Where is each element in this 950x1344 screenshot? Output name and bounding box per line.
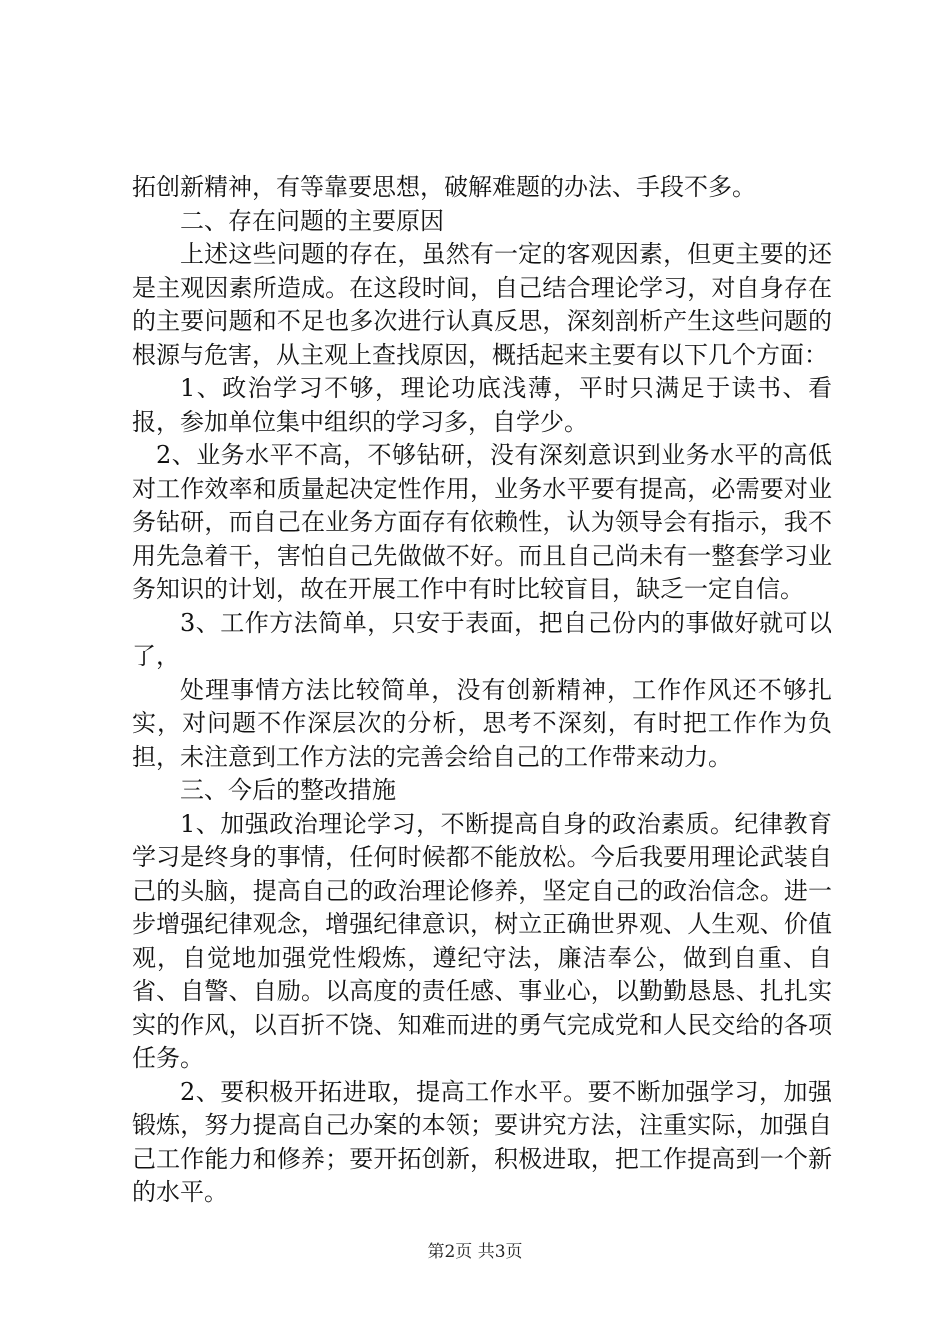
page-number-label: 第2页 共3页 xyxy=(427,1242,523,1262)
paragraph-cause-3-detail: 处理事情方法比较简单，没有创新精神，工作作风还不够扎实，对问题不作深层次的分析，思考不深刻，有时把工作作为负担，未注意到工作方法的完善会给自己的工作带来动力。 xyxy=(132,675,832,771)
paragraph-cause-1: 1、政治学习不够，理论功底浅薄，平时只满足于读书、看报，参加单位集中组织的学习多，自学少。 xyxy=(132,374,832,436)
paragraph-cause-3: 3、工作方法简单，只安于表面，把自己份内的事做好就可以了， xyxy=(132,608,832,670)
paragraph-causes-intro: 上述这些问题的存在，虽然有一定的客观因素，但更主要的还是主观因素所造成。在这段时间，自己结合理论学习，对自身存在的主要问题和不足也多次进行认真反思，深刻剖析产生这些问题的根源与危害，从主观上查找原因，概括起来主要有以下几个方面： xyxy=(132,240,832,369)
paragraph-cause-2: 2、业务水平不高，不够钻研，没有深刻意识到业务水平的高低对工作效率和质量起决定性作用，业务水平要有提高，必需要对业务钻研，而自己在业务方面存有依赖性，认为领导会有指示，我不用先急着干，害怕自己先做做不好。而且自己尚未有一整套学习业务知识的计划，故在开展工作中有时比较盲目，缺乏一定自信。 xyxy=(132,441,832,603)
section-heading-measures: 三、今后的整改措施 xyxy=(180,776,396,804)
paragraph-measure-2: 2、要积极开拓进取，提高工作水平。要不断加强学习，加强锻炼，努力提高自己办案的本领；要讲究方法，注重实际，加强自己工作能力和修养；要开拓创新，积极进取，把工作提高到一个新的水平。 xyxy=(132,1077,832,1206)
page-footer xyxy=(0,1240,950,1264)
document-body xyxy=(132,171,832,1210)
section-heading-causes: 二、存在问题的主要原因 xyxy=(180,206,444,235)
paragraph-continuation: 拓创新精神，有等靠要思想，破解难题的办法、手段不多。 xyxy=(132,173,756,201)
paragraph-measure-1: 1、加强政治理论学习，不断提高自身的政治素质。纪律教育学习是终身的事情，任何时候都不能放松。今后我要用理论武装自己的头脑，提高自己的政治理论修养，坚定自己的政治信念。进一步增强纪律观念，增强纪律意识，树立正确世界观、人生观、价值观，自觉地加强党性煅炼，遵纪守法，廉洁奉公，做到自重、自省、自警、自励。以高度的责任感、事业心，以勤勤恳恳、扎扎实实的作风，以百折不饶、知难而进的勇气完成党和人民交给的各项任务。 xyxy=(132,809,832,1072)
